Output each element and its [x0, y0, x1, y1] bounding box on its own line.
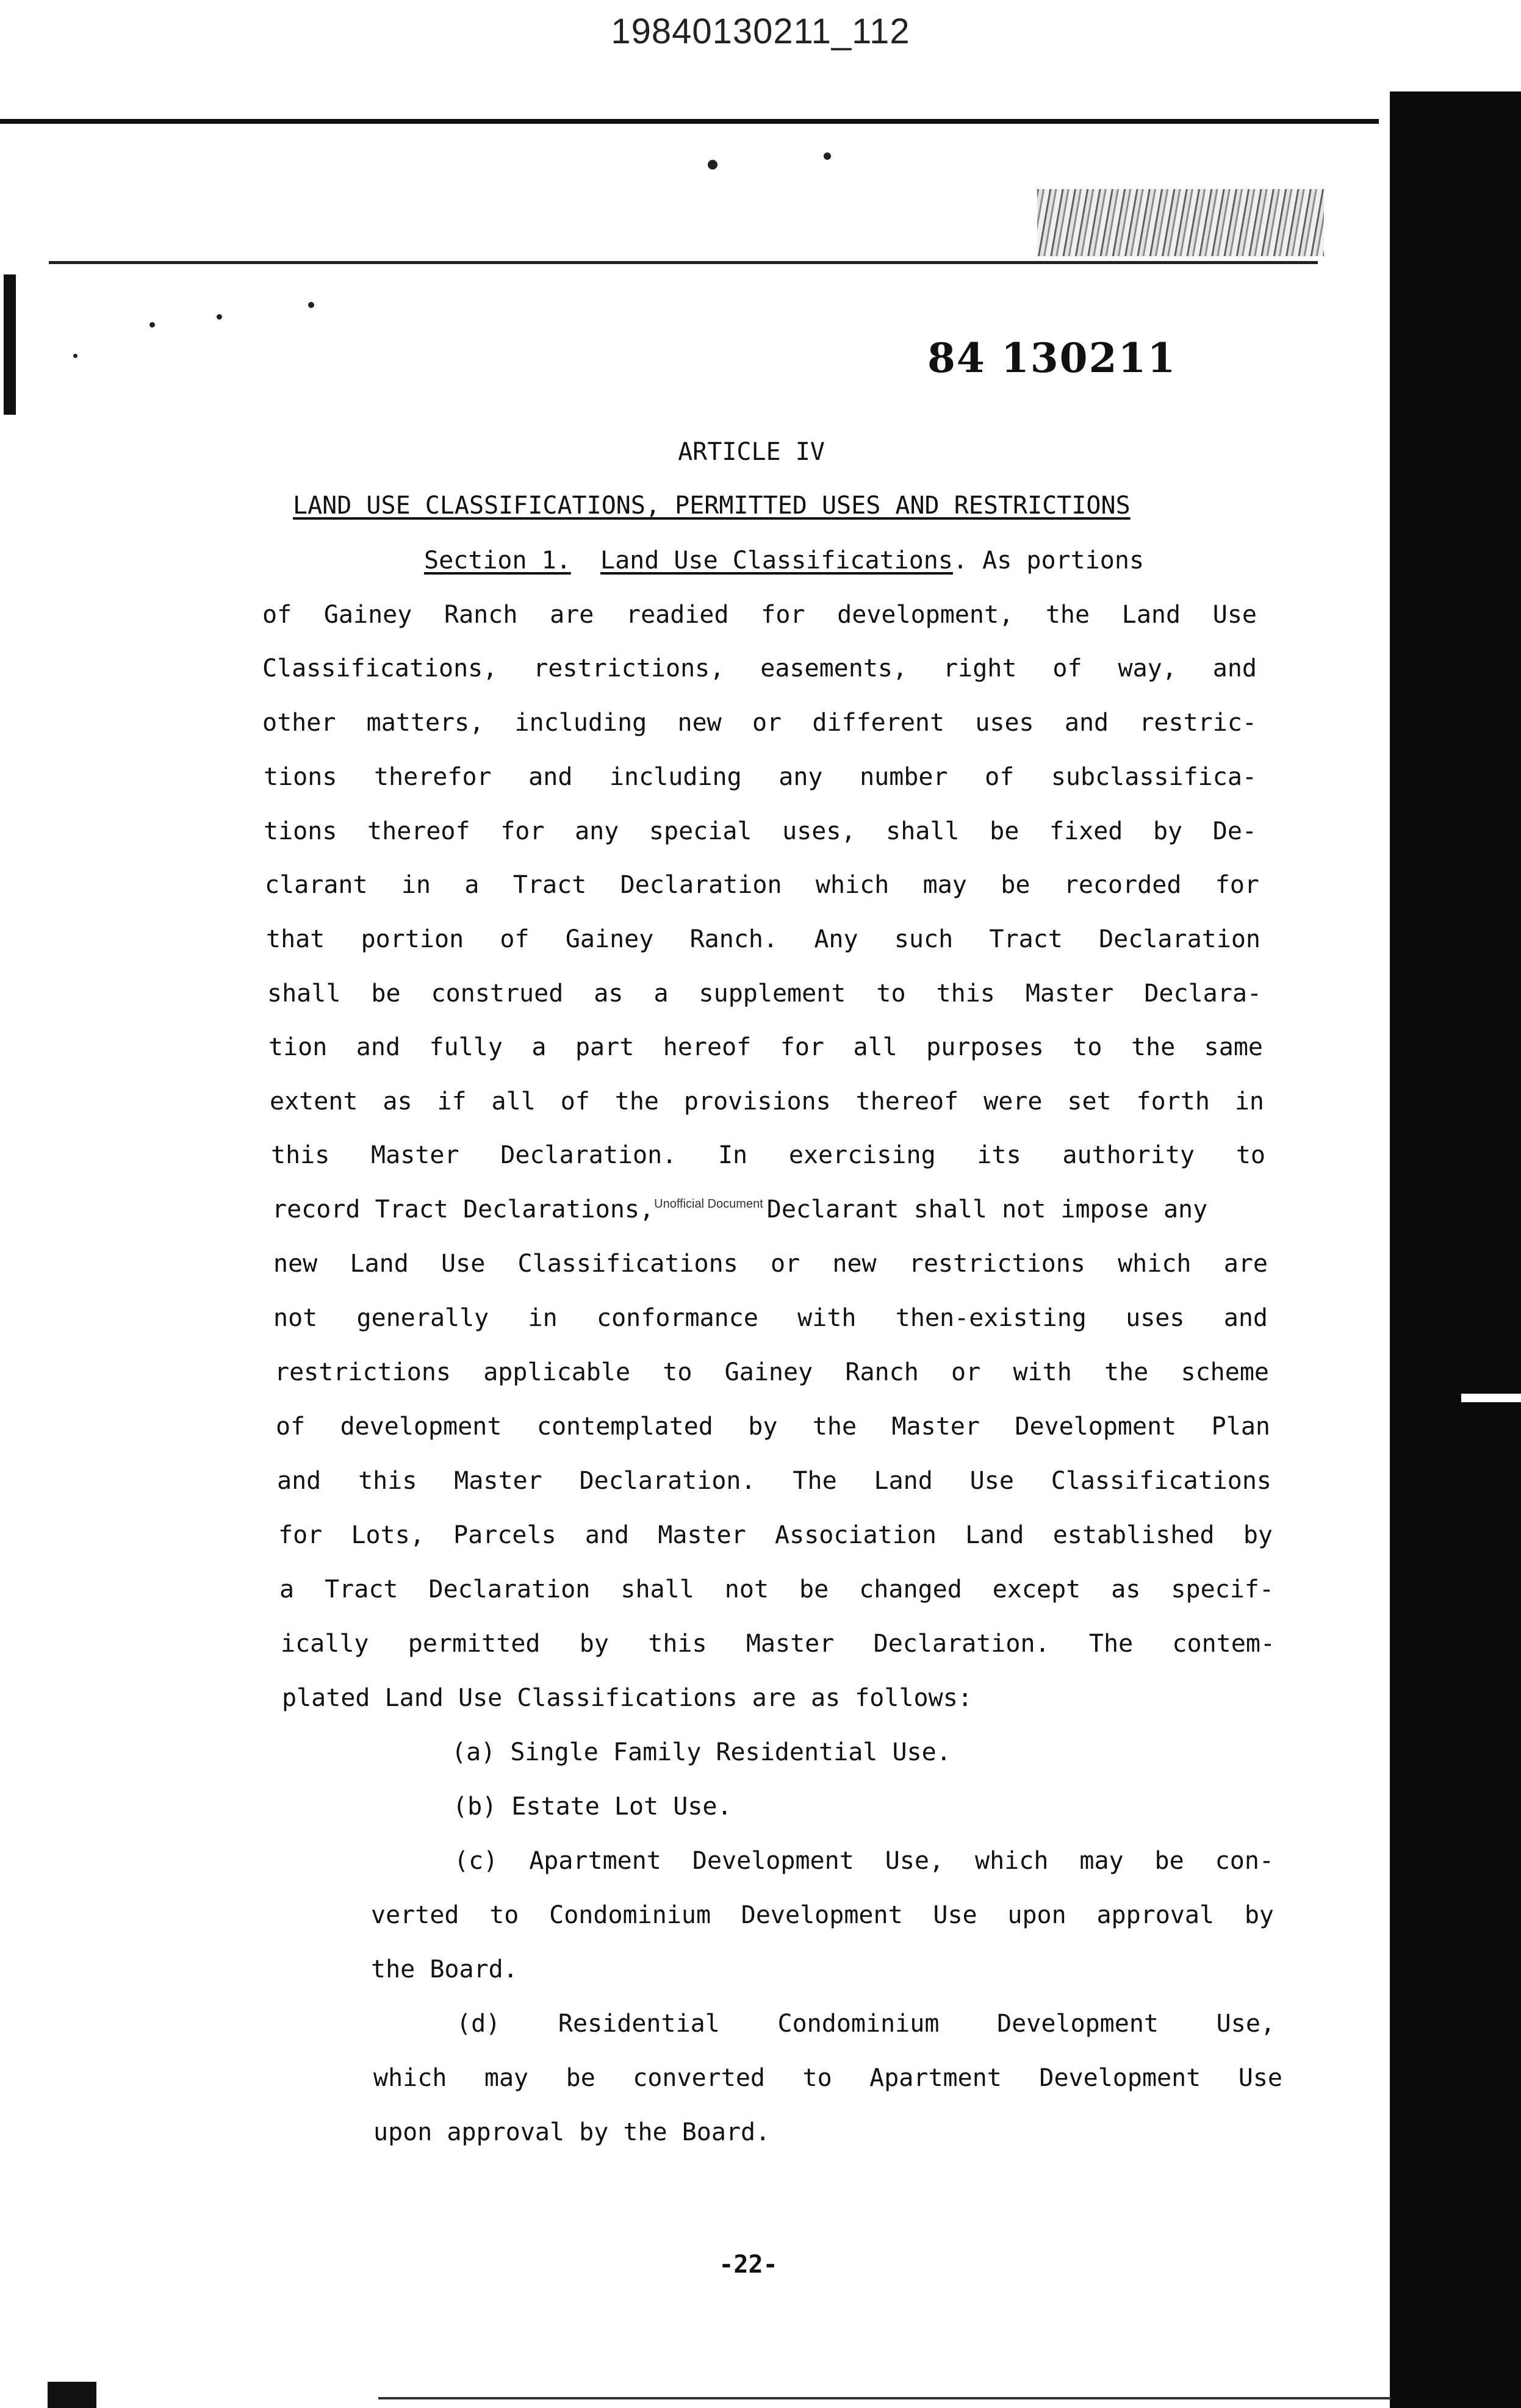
section-rest: . As portions: [952, 546, 1145, 575]
body-line: Classifications, restrictions, easements, right of way, and: [262, 654, 1257, 683]
article-heading: LAND USE CLASSIFICATIONS, PERMITTED USES AND RESTRICTIONS: [293, 492, 1131, 520]
list-item-c-cont: the Board.: [371, 1955, 518, 1983]
body-line: ically permitted by this Master Declaration. The contem-: [281, 1630, 1275, 1658]
scan-rule-top: [0, 119, 1379, 124]
body-line: for Lots, Parcels and Master Association Land established by: [278, 1521, 1273, 1549]
body-line: and this Master Declaration. The Land Use Classifications: [277, 1467, 1271, 1495]
body-line: this Master Declaration. In exercising its authority to: [271, 1141, 1265, 1169]
body-line: other matters, including new or different uses and restric-: [262, 709, 1257, 737]
body-line: restrictions applicable to Gainey Ranch or with the scheme: [275, 1358, 1269, 1386]
list-item-b: (b) Estate Lot Use.: [453, 1793, 732, 1821]
recording-number: 84 130211: [927, 334, 1177, 382]
section-label: Section 1.: [424, 546, 571, 575]
record-start: record Tract Declarations,: [272, 1195, 655, 1224]
scan-speck: [149, 322, 155, 328]
scan-border-left: [4, 274, 16, 415]
scan-speck: [217, 314, 222, 320]
body-line: shall be construed as a supplement to this Master Declara-: [267, 980, 1262, 1008]
body-line: tions therefor and including any number of subclassifica-: [264, 763, 1257, 791]
scan-speck: [824, 152, 831, 160]
document-id: 19840130211_112: [611, 12, 910, 51]
list-item-d: (d) Residential Condominium Development Use,: [456, 2010, 1275, 2038]
list-item-a: (a) Single Family Residential Use.: [451, 1738, 951, 1766]
body-line-record: [272, 1195, 1267, 1224]
list-item-c: (c) Apartment Development Use, which may be con-: [454, 1847, 1274, 1875]
scan-corner: [48, 2382, 96, 2408]
list-item-c-cont: verted to Condominium Development Use upon approval by: [371, 1901, 1274, 1929]
body-line: tion and fully a part hereof for all purposes to the same: [268, 1033, 1263, 1061]
body-line: of Gainey Ranch are readied for development, the Land Use: [262, 601, 1257, 629]
scan-rule-mid: [49, 261, 1318, 264]
body-line: that portion of Gainey Ranch. Any such Tract Declaration: [266, 925, 1260, 953]
scan-speck: [308, 302, 314, 308]
scan-rule-bottom: [378, 2397, 1391, 2399]
section-title: Land Use Classifications: [600, 546, 953, 575]
body-line: plated Land Use Classifications are as follows:: [282, 1684, 973, 1712]
body-line: extent as if all of the provisions thereof were set forth in: [270, 1088, 1264, 1116]
article-title: ARTICLE IV: [678, 438, 825, 466]
list-item-d-cont: upon approval by the Board.: [373, 2118, 771, 2146]
body-line: a Tract Declaration shall not be changed except as specif-: [279, 1575, 1274, 1604]
body-line: clarant in a Tract Declaration which may be recorded for: [265, 871, 1259, 899]
body-line: new Land Use Classifications or new restrictions which are: [273, 1250, 1268, 1278]
body-line: not generally in conformance with then-existing uses and: [273, 1304, 1268, 1332]
body-line: tions thereof for any special uses, shall be fixed by De-: [264, 817, 1257, 845]
scan-notch: [1461, 1394, 1521, 1402]
record-end: Declarant shall not impose any: [766, 1195, 1208, 1224]
section-line: [424, 546, 1144, 575]
scan-noise: [1037, 189, 1324, 256]
scan-speck: [73, 354, 77, 358]
unofficial-watermark: Unofficial Document: [654, 1197, 763, 1211]
list-item-d-cont: which may be converted to Apartment Development Use: [373, 2064, 1282, 2092]
body-line: of development contemplated by the Master Development Plan: [276, 1413, 1270, 1441]
page-number: -22-: [719, 2251, 778, 2279]
scan-speck: [708, 160, 717, 170]
